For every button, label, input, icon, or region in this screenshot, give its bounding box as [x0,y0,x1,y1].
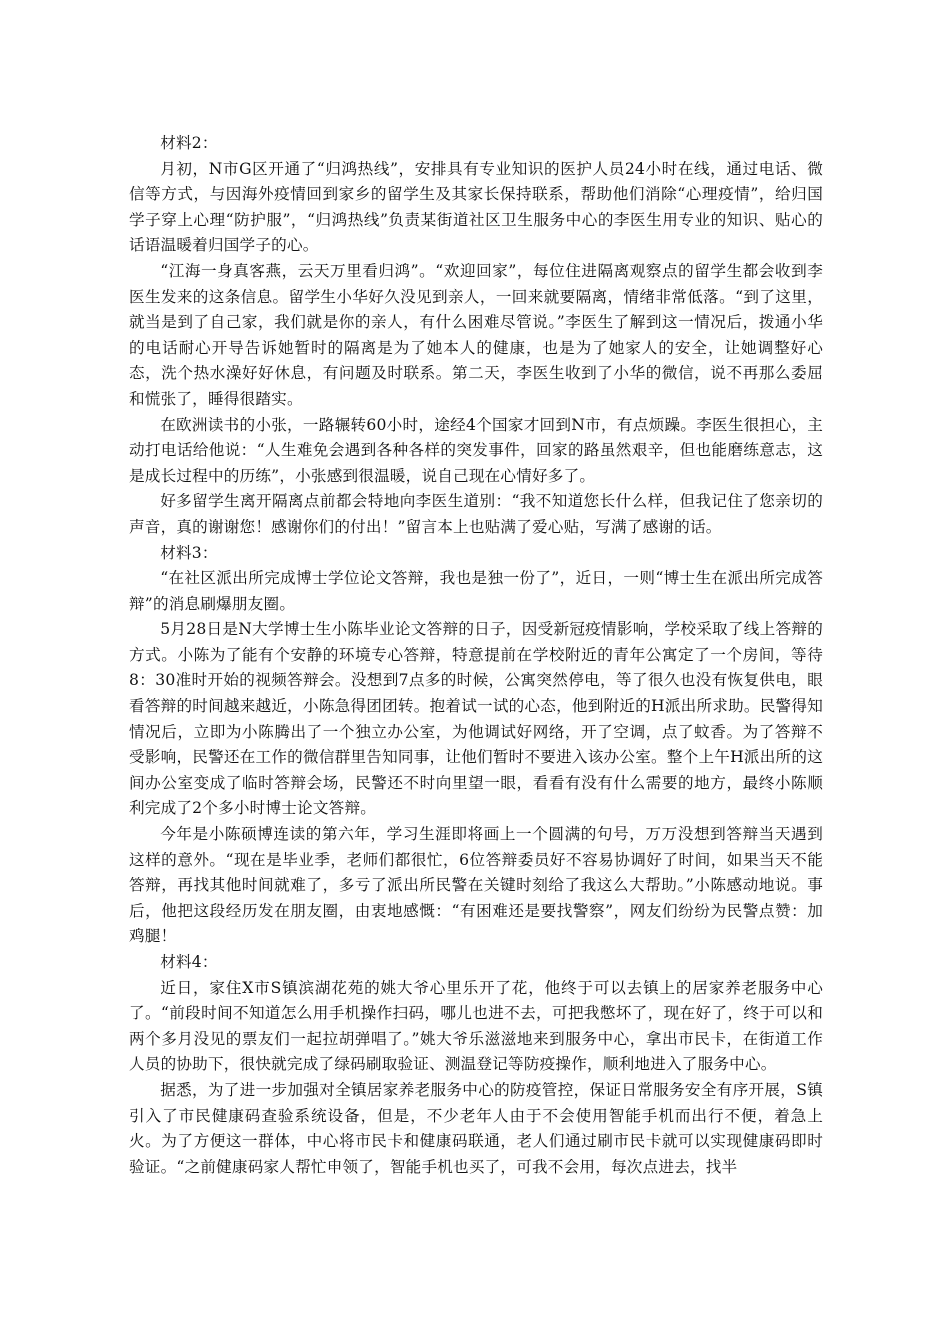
material-4-heading: 材料4： [160,953,218,971]
material-3-paragraph-3: 今年是小陈硕博连读的第六年，学习生涯即将画上一个圆满的句号，万万没想到答辩当天遇到这样的意外。“现在是毕业季，老师们都很忙，6位答辩委员好不容易协调好了时间，如果当天不能答辩，再找其他时间就难了，多亏了派出所民警在关键时刻给了我这么大帮助。”小陈感动地说。事后，他把这段经历发在朋友圈，由衷地感慨：“有困难还是要找警察”，网友们纷纷为民警点赞：加鸡腿！ [129,825,823,946]
material-2-paragraph-4: 好多留学生离开隔离点前都会特地向李医生道别：“我不知道您长什么样，但我记住了您亲切的声音，真的谢谢您！感谢你们的付出！”留言本上也贴满了爱心贴，写满了感谢的话。 [129,492,823,536]
material-2-heading: 材料2： [160,134,218,152]
document-body [129,131,823,1180]
material-3-paragraph-2: 5月28日是N大学博士生小陈毕业论文答辩的日子，因受新冠疫情影响，学校采取了线上答辩的方式。小陈为了能有个安静的环境专心答辩，特意提前在学校附近的青年公寓定了一个房间，等待8：30准时开始的视频答辩会。没想到7点多的时候，公寓突然停电，等了很久也没有恢复供电，眼看答辩的时间越来越近，小陈急得团团转。抱着试一试的心态，他到附近的H派出所求助。民警得知情况后，立即为小陈腾出了一个独立办公室，为他调试好网络，开了空调，点了蚊香。为了答辩不受影响，民警还在工作的微信群里告知同事，让他们暂时不要进入该办公室。整个上午H派出所的这间办公室变成了临时答辩会场，民警还不时向里望一眼，看看有没有什么需要的地方，最终小陈顺利完成了2个多小时博士论文答辩。 [129,620,823,818]
material-4-paragraph-1: 近日，家住X市S镇滨湖花苑的姚大爷心里乐开了花，他终于可以去镇上的居家养老服务中心了。“前段时间不知道怎么用手机操作扫码，哪儿也进不去，可把我憋坏了，现在好了，终于可以和两个多月没见的票友们一起拉胡弹唱了。”姚大爷乐滋滋地来到服务中心，拿出市民卡，在街道工作人员的协助下，很快就完成了绿码刷取验证、测温登记等防疫操作，顺利地进入了服务中心。 [129,978,823,1074]
material-4-paragraph-2: 据悉，为了进一步加强对全镇居家养老服务中心的防疫管控，保证日常服务安全有序开展，S镇引入了市民健康码查验系统设备，但是，不少老年人由于不会使用智能手机而出行不便，着急上火。为了方便这一群体，中心将市民卡和健康码联通，老人们通过刷市民卡就可以实现健康码即时验证。“之前健康码家人帮忙申领了，智能手机也买了，可我不会用，每次点进去，找半 [129,1080,823,1176]
material-3-paragraph-1: “在社区派出所完成博士学位论文答辩，我也是独一份了”，近日，一则“博士生在派出所完成答辩”的消息刷爆朋友圈。 [129,569,823,613]
material-3-heading: 材料3： [160,543,218,562]
material-2-paragraph-3: 在欧洲读书的小张，一路辗转60小时，途经4个国家才回到N市，有点烦躁。李医生很担心，主动打电话给他说：“人生难免会遇到各种各样的突发事件，回家的路虽然艰辛，但也能磨练意志，这是成长过程中的历练”，小张感到很温暖，说自己现在心情好多了。 [129,415,823,485]
material-2-paragraph-1: 月初，N市G区开通了“归鸿热线”，安排具有专业知识的医护人员24小时在线，通过电话、微信等方式，与因海外疫情回到家乡的留学生及其家长保持联系，帮助他们消除“心理疫情”，给归国学子穿上心理“防护服”，“归鸿热线”负责某街道社区卫生服务中心的李医生用专业的知识、贴心的话语温暖着归国学子的心。 [129,159,823,255]
material-2-paragraph-2: “江海一身真客燕，云天万里看归鸿”。“欢迎回家”，每位住进隔离观察点的留学生都会收到李医生发来的这条信息。留学生小华好久没见到亲人，一回来就要隔离，情绪非常低落。“到了这里，就当是到了自己家，我们就是你的亲人，有什么困难尽管说。”李医生了解到这一情况后，拨通小华的电话耐心开导告诉她暂时的隔离是为了她本人的健康，也是为了她家人的安全，让她调整好心态，洗个热水澡好好休息，有问题及时联系。第二天，李医生收到了小华的微信，说不再那么委屈和慌张了，睡得很踏实。 [129,261,823,408]
